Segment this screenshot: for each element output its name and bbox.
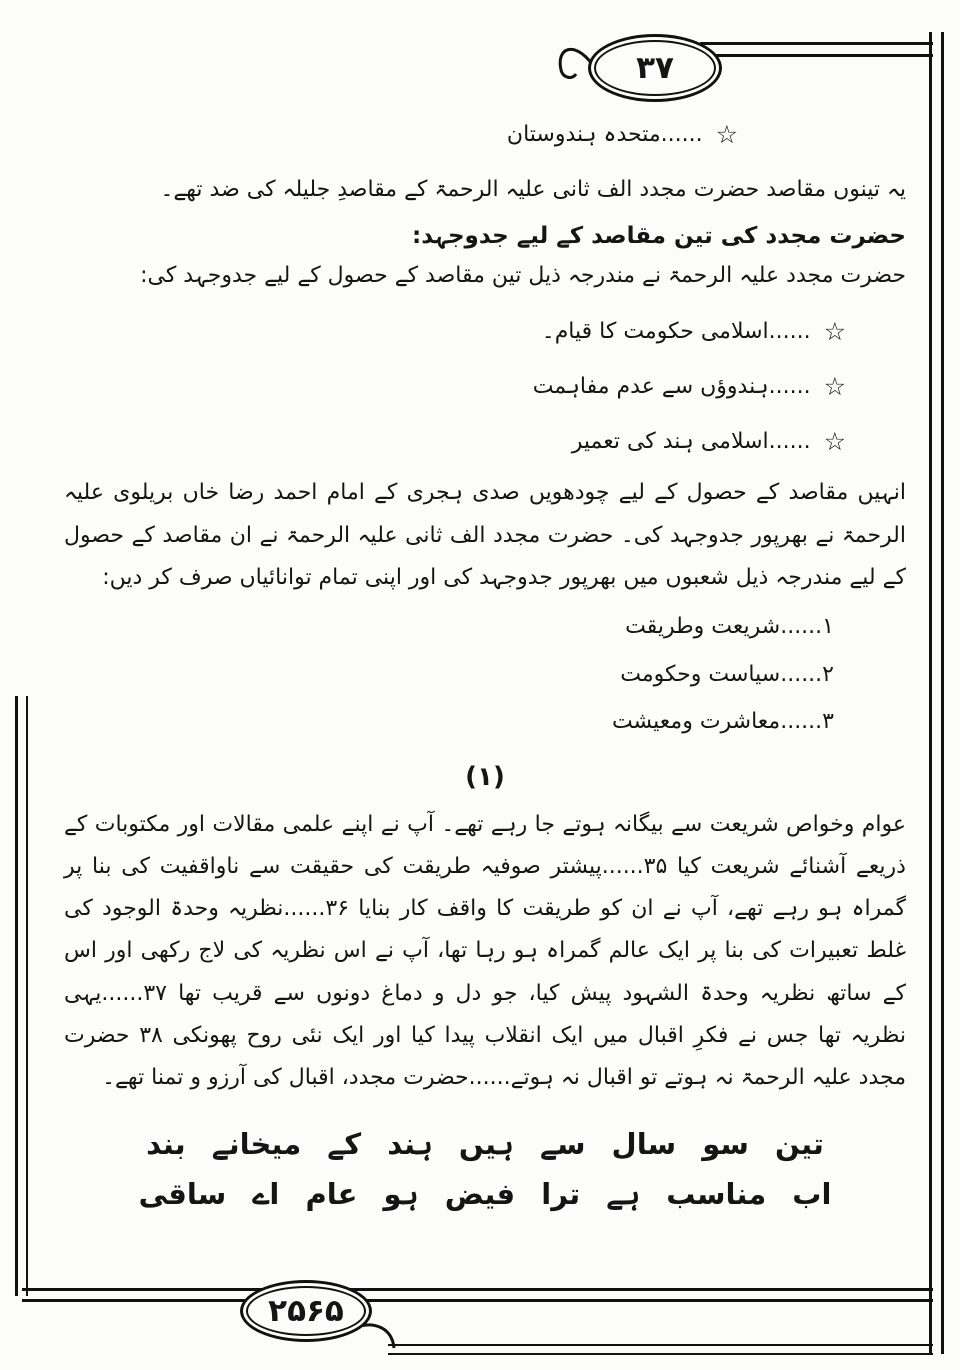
star-icon: ☆	[823, 317, 846, 347]
poetry-verse: تین سو سال سے ہیں ہند کے میخانے بند	[146, 1127, 824, 1162]
paragraph-3: عوام وخواص شریعت سے بیگانہ ہوتے جا رہے تھے۔ آپ نے اپنے علمی مقالات اور مکتوبات کے ذریعے آشنائے شریعت کیا ۳۵......پیشتر صوفیہ طریقت کی حقیقت سے ناواقفیت کی بنا پر گمراہ ہو رہے تھے، آپ نے ان کو طریقت کا واقف کار بنایا ۳۶......نظریہ وحدۃ الوجود کی غلط تعبیرات کی بنا پر ایک عالم گمراہ ہو رہا تھا، آپ نے اس نظریہ کی لاج رکھی اور اس کے ساتھ نظریہ وحدۃ الشہود پیش کیا، جو دل و دماغ دونوں سے قریب تھا ۳۷......یہی نظریہ تھا جس نے فکرِ اقبال میں ایک انقلاب پیدا کیا اور ایک نئی روح پھونکی ۳۸ حضرت مجدد علیہ الرحمۃ نہ ہوتے تو اقبال نہ ہوتے......حضرت مجدد، اقبال کی آرزو و تمنا تھے۔	[64, 811, 906, 1091]
star-item-text: ......اسلامی حکومت کا قیام۔	[541, 319, 811, 345]
footer-number: ۲۵۶۵	[268, 1293, 344, 1329]
numbered-list-item: ۳......معاشرت ومعیشت	[611, 709, 834, 735]
border-bottom	[22, 1288, 933, 1302]
border-right	[929, 32, 944, 1354]
page-number: ۳۷	[636, 50, 674, 86]
star-list-item	[64, 307, 846, 352]
star-item-text: ......اسلامی ہند کی تعمیر	[571, 429, 811, 455]
numbered-list-item: ۱......شریعت وطریقت	[625, 614, 834, 640]
numbered-list	[64, 608, 906, 742]
footer-number-badge	[240, 1280, 372, 1342]
star-list-item	[64, 362, 846, 407]
numbered-list-item: ۲......سیاست وحکومت	[620, 661, 834, 687]
paragraph-lead: حضرت مجدد علیہ الرحمۃ نے مندرجہ ذیل تین مقاصد کے حصول کے لیے جدوجہد کی:	[140, 263, 906, 289]
page-number-badge	[588, 34, 722, 102]
star-list-item	[64, 417, 846, 462]
page-content	[64, 110, 906, 1227]
star-list-item	[64, 110, 738, 155]
star-item-text: ......ہندوؤں سے عدم مفاہمت	[532, 374, 811, 400]
section-marker: (۱)	[465, 761, 505, 792]
star-icon: ☆	[823, 372, 846, 402]
border-top	[700, 42, 933, 57]
border-bottom-lower	[388, 1344, 933, 1355]
star-list	[64, 307, 906, 462]
paragraph-2: انہیں مقاصد کے حصول کے لیے چودھویں صدی ہجری کے امام احمد رضا خاں بریلوی علیہ الرحمۃ نے بھرپور جدوجہد کی۔ حضرت مجدد الف ثانی علیہ الرحمۃ نے ان مقاصد کے حصول کے لیے مندرجہ ذیل شعبوں میں بھرپور جدوجہد کی اور اپنی تمام توانائیاں صرف کر دیں:	[64, 480, 906, 590]
star-icon: ☆	[715, 120, 738, 149]
border-left	[15, 696, 28, 1296]
section-heading: حضرت مجدد کی تین مقاصد کے لیے جدوجہد:	[412, 223, 906, 250]
paragraph-intro: یہ تینوں مقاصد حضرت مجدد الف ثانی علیہ الرحمۃ کے مقاصدِ جلیلہ کی ضد تھے۔	[160, 177, 906, 202]
star-icon: ☆	[823, 427, 846, 457]
star-item-text: ......متحدہ ہندوستان	[506, 122, 703, 147]
poetry-verse: اب مناسب ہے ترا فیض ہو عام اے ساقی	[138, 1177, 832, 1212]
poetry-block	[104, 1127, 866, 1211]
